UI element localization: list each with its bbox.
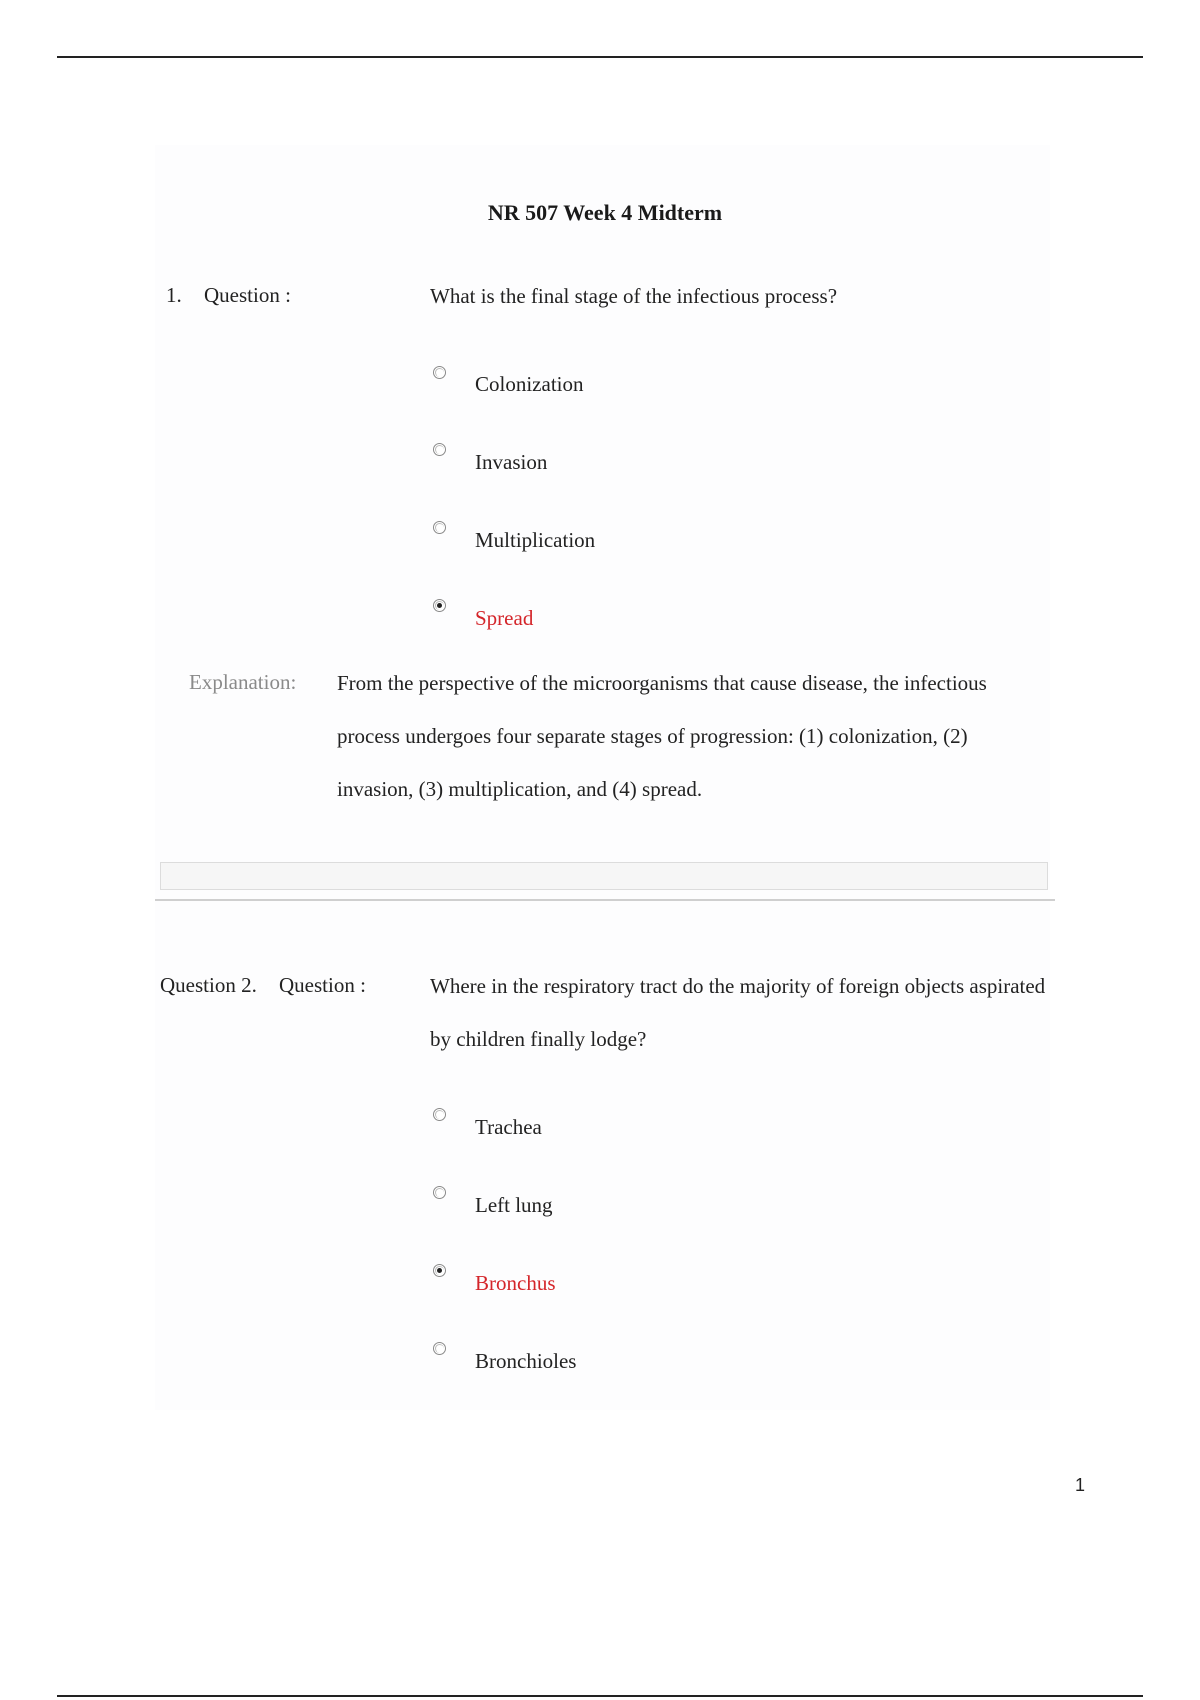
question-1-text: What is the final stage of the infectious process?	[430, 284, 838, 308]
document-title: NR 507 Week 4 Midterm	[487, 200, 723, 225]
question-2-number: Question 2.	[160, 973, 257, 997]
footer-rule	[57, 1695, 1143, 1697]
question-2-option-4-radio[interactable]	[433, 1342, 446, 1355]
question-1-option-4-label[interactable]: Spread	[475, 606, 534, 630]
question-2-label: Question :	[279, 973, 366, 997]
explanation-label: Explanation:	[189, 670, 297, 694]
question-1-label: Question :	[204, 283, 291, 307]
question-separator-line	[155, 899, 1055, 901]
question-1-option-1-radio[interactable]	[433, 366, 446, 379]
question-2-option-4-label[interactable]: Bronchioles	[475, 1349, 577, 1373]
question-1-option-3-label[interactable]: Multiplication	[475, 528, 596, 552]
question-2-option-1-label[interactable]: Trachea	[475, 1115, 542, 1139]
question-1-option-3-radio[interactable]	[433, 521, 446, 534]
header-rule	[57, 56, 1143, 58]
question-1-option-1-label[interactable]: Colonization	[475, 372, 584, 396]
question-separator-bar	[160, 862, 1048, 890]
page-number: 1	[1075, 1475, 1086, 1495]
question-2-option-3-label[interactable]: Bronchus	[475, 1271, 556, 1295]
question-1-option-4-radio[interactable]	[433, 599, 446, 612]
question-2-option-3-radio[interactable]	[433, 1264, 446, 1277]
question-2-option-2-label[interactable]: Left lung	[475, 1193, 553, 1217]
question-2-option-1-radio[interactable]	[433, 1108, 446, 1121]
question-2-option-2-radio[interactable]	[433, 1186, 446, 1199]
question-2-text: Where in the respiratory tract do the majority of foreign objects aspirated by children finally lodge?	[430, 974, 1046, 1051]
explanation-text: From the perspective of the microorganisms that cause disease, the infectious process undergoes four separate stages of progression: (1) colonization, (2) invasion, (3) multiplication, and (4) spread.	[337, 671, 987, 801]
question-1-option-2-label[interactable]: Invasion	[475, 450, 548, 474]
question-1-option-2-radio[interactable]	[433, 443, 446, 456]
question-1-number: 1.	[166, 283, 182, 307]
